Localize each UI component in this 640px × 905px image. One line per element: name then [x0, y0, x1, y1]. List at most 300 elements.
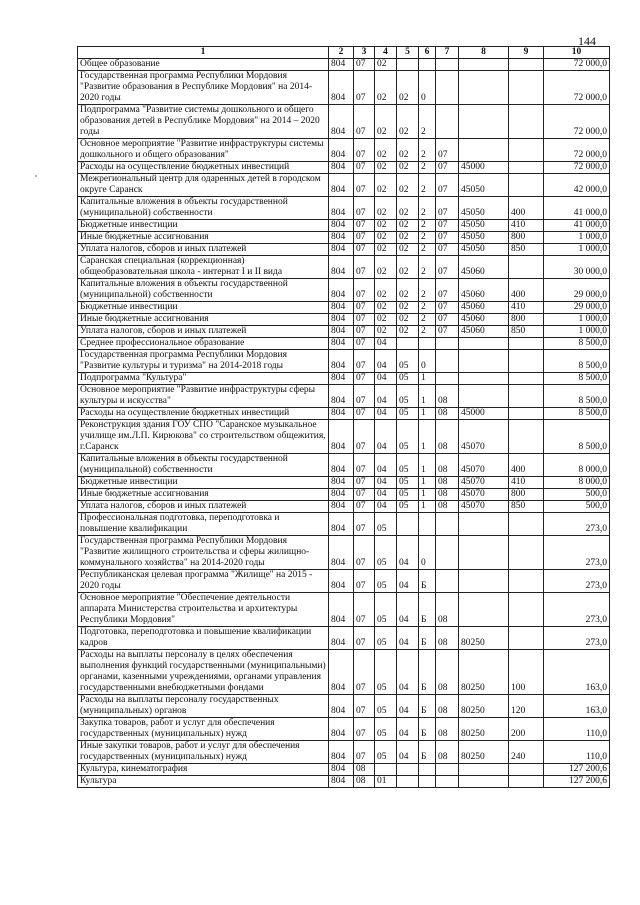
row-name: Расходы на осуществление бюджетных инвестиций	[78, 408, 329, 420]
code-cell-c7: 08	[436, 593, 459, 627]
code-cell-c7: 08	[436, 501, 459, 513]
code-cell-c5	[397, 776, 419, 788]
code-cell-c4: 02	[375, 162, 397, 174]
amount-cell: 72 000,0	[544, 105, 610, 139]
code-cell-c3: 07	[354, 314, 375, 326]
code-cell-c9: 100	[509, 650, 544, 695]
table-row	[78, 650, 610, 695]
code-cell-c6: 1	[419, 454, 436, 477]
amount-cell: 163,0	[544, 695, 610, 718]
code-cell-c8: 80250	[459, 695, 509, 718]
amount-cell: 1 000,0	[544, 232, 610, 244]
table-row	[78, 279, 610, 302]
code-cell-c2: 804	[329, 220, 354, 232]
row-name: Уплата налогов, сборов и иных платежей	[78, 501, 329, 513]
code-cell-c8	[459, 776, 509, 788]
code-cell-c4: 05	[375, 536, 397, 570]
code-cell-c6: 1	[419, 501, 436, 513]
code-cell-c8: 80250	[459, 650, 509, 695]
code-cell-c7: 08	[436, 718, 459, 741]
table-row	[78, 139, 610, 162]
code-cell-c7	[436, 764, 459, 776]
code-cell-c5: 04	[397, 741, 419, 764]
code-cell-c4: 05	[375, 513, 397, 536]
code-cell-c5: 05	[397, 501, 419, 513]
code-cell-c8	[459, 764, 509, 776]
code-cell-c6: Б	[419, 718, 436, 741]
code-cell-c2: 804	[329, 764, 354, 776]
code-cell-c2: 804	[329, 314, 354, 326]
table-row	[78, 326, 610, 338]
code-cell-c5: 05	[397, 373, 419, 385]
code-cell-c9: 400	[509, 279, 544, 302]
code-cell-c9: 120	[509, 695, 544, 718]
code-cell-c2: 804	[329, 71, 354, 105]
code-cell-c7: 07	[436, 220, 459, 232]
row-name: Расходы на выплаты персоналу в целях обеспечения выполнения функций государственными (муниципальными) органами, казенными учреждениями, органами управления государственными внебюджетными фондами	[78, 650, 329, 695]
code-cell-c3: 07	[354, 59, 375, 71]
code-cell-c3: 07	[354, 232, 375, 244]
row-name: Культура	[78, 776, 329, 788]
code-cell-c9	[509, 593, 544, 627]
code-cell-c6: 2	[419, 105, 436, 139]
code-cell-c2: 804	[329, 302, 354, 314]
code-cell-c6	[419, 513, 436, 536]
amount-cell: 1 000,0	[544, 314, 610, 326]
code-cell-c3: 07	[354, 220, 375, 232]
code-cell-c5: 02	[397, 314, 419, 326]
row-name: Бюджетные инвестиции	[78, 477, 329, 489]
code-cell-c8: 45060	[459, 326, 509, 338]
code-cell-c2: 804	[329, 326, 354, 338]
column-header-6: 6	[419, 47, 436, 59]
code-cell-c7	[436, 59, 459, 71]
row-name: Саранская специальная (коррекционная) общеобразовательная школа - интернат I и II вида	[78, 256, 329, 279]
code-cell-c6: 1	[419, 373, 436, 385]
code-cell-c8: 45070	[459, 454, 509, 477]
code-cell-c9	[509, 71, 544, 105]
row-name: Бюджетные инвестиции	[78, 302, 329, 314]
code-cell-c4: 04	[375, 385, 397, 408]
code-cell-c2: 804	[329, 350, 354, 373]
code-cell-c2: 804	[329, 105, 354, 139]
code-cell-c3: 08	[354, 776, 375, 788]
code-cell-c5: 05	[397, 477, 419, 489]
code-cell-c6: 2	[419, 314, 436, 326]
code-cell-c8	[459, 59, 509, 71]
code-cell-c4: 04	[375, 489, 397, 501]
code-cell-c2: 804	[329, 593, 354, 627]
code-cell-c7: 07	[436, 256, 459, 279]
code-cell-c7	[436, 71, 459, 105]
row-name: Закупка товаров, работ и услуг для обеспечения государственных (муниципальных) нужд	[78, 718, 329, 741]
code-cell-c7: 07	[436, 244, 459, 256]
row-name: Бюджетные инвестиции	[78, 220, 329, 232]
code-cell-c4: 04	[375, 420, 397, 454]
table-row	[78, 373, 610, 385]
code-cell-c9: 400	[509, 197, 544, 220]
table-row	[78, 776, 610, 788]
code-cell-c2: 804	[329, 139, 354, 162]
code-cell-c8	[459, 570, 509, 593]
code-cell-c7	[436, 350, 459, 373]
row-name: Основное мероприятие "Обеспечение деятельности аппарата Министерства строительства и архитектуры Республики Мордовия"	[78, 593, 329, 627]
code-cell-c8	[459, 71, 509, 105]
code-cell-c6: Б	[419, 593, 436, 627]
column-header-3: 3	[354, 47, 375, 59]
code-cell-c3: 07	[354, 477, 375, 489]
code-cell-c6: Б	[419, 695, 436, 718]
code-cell-c3: 07	[354, 454, 375, 477]
code-cell-c2: 804	[329, 477, 354, 489]
code-cell-c7: 07	[436, 302, 459, 314]
code-cell-c8	[459, 350, 509, 373]
code-cell-c5: 04	[397, 695, 419, 718]
row-name: Капитальные вложения в объекты государственной (муниципальной) собственности	[78, 454, 329, 477]
code-cell-c8: 45060	[459, 302, 509, 314]
code-cell-c5: 04	[397, 570, 419, 593]
code-cell-c6: 2	[419, 174, 436, 197]
code-cell-c6: 1	[419, 408, 436, 420]
amount-cell: 273,0	[544, 570, 610, 593]
code-cell-c9	[509, 350, 544, 373]
code-cell-c5: 04	[397, 536, 419, 570]
code-cell-c3: 07	[354, 162, 375, 174]
code-cell-c7	[436, 338, 459, 350]
code-cell-c6: 0	[419, 536, 436, 570]
row-name: Государственная программа Республики Мордовия "Развитие жилищного строительства и сферы жилищно-коммунального хозяйства" на 2014-2020 годы	[78, 536, 329, 570]
code-cell-c8: 80250	[459, 741, 509, 764]
code-cell-c4: 02	[375, 314, 397, 326]
column-header-4: 4	[375, 47, 397, 59]
row-name: Капитальные вложения в объекты государственной (муниципальной) собственности	[78, 279, 329, 302]
code-cell-c5	[397, 764, 419, 776]
code-cell-c6	[419, 776, 436, 788]
code-cell-c6: 2	[419, 197, 436, 220]
code-cell-c7: 08	[436, 385, 459, 408]
code-cell-c7: 07	[436, 279, 459, 302]
amount-cell: 8 500,0	[544, 338, 610, 350]
code-cell-c4: 05	[375, 627, 397, 650]
code-cell-c5: 02	[397, 174, 419, 197]
code-cell-c2: 804	[329, 408, 354, 420]
code-cell-c9	[509, 420, 544, 454]
table-row	[78, 162, 610, 174]
row-name: Государственная программа Республики Мордовия "Развитие культуры и туризма" на 2014-2018 годы	[78, 350, 329, 373]
amount-cell: 8 500,0	[544, 385, 610, 408]
code-cell-c8: 45050	[459, 174, 509, 197]
table-row	[78, 314, 610, 326]
code-cell-c4: 02	[375, 326, 397, 338]
code-cell-c5: 04	[397, 627, 419, 650]
table-row	[78, 513, 610, 536]
code-cell-c9	[509, 338, 544, 350]
code-cell-c9	[509, 139, 544, 162]
table-row	[78, 385, 610, 408]
code-cell-c2: 804	[329, 256, 354, 279]
row-name: Иные бюджетные ассигнования	[78, 489, 329, 501]
code-cell-c2: 804	[329, 279, 354, 302]
table-row	[78, 244, 610, 256]
code-cell-c5: 02	[397, 326, 419, 338]
budget-table	[77, 46, 610, 788]
code-cell-c4	[375, 764, 397, 776]
code-cell-c7: 07	[436, 174, 459, 197]
code-cell-c9	[509, 174, 544, 197]
amount-cell: 8 000,0	[544, 454, 610, 477]
code-cell-c7	[436, 105, 459, 139]
code-cell-c9	[509, 627, 544, 650]
code-cell-c4: 02	[375, 232, 397, 244]
code-cell-c3: 07	[354, 513, 375, 536]
code-cell-c5: 05	[397, 408, 419, 420]
code-cell-c6: Б	[419, 570, 436, 593]
scan-speck	[35, 175, 37, 177]
code-cell-c2: 804	[329, 244, 354, 256]
code-cell-c2: 804	[329, 513, 354, 536]
code-cell-c6: 2	[419, 220, 436, 232]
table-row	[78, 59, 610, 71]
code-cell-c2: 804	[329, 385, 354, 408]
code-cell-c9	[509, 385, 544, 408]
code-cell-c5: 02	[397, 302, 419, 314]
amount-cell: 29 000,0	[544, 302, 610, 314]
code-cell-c4: 02	[375, 197, 397, 220]
code-cell-c2: 804	[329, 741, 354, 764]
amount-cell: 42 000,0	[544, 174, 610, 197]
code-cell-c5: 02	[397, 244, 419, 256]
table-row	[78, 741, 610, 764]
code-cell-c8	[459, 338, 509, 350]
amount-cell: 8 500,0	[544, 373, 610, 385]
row-name: Подготовка, переподготовка и повышение квалификации кадров	[78, 627, 329, 650]
code-cell-c9: 800	[509, 232, 544, 244]
row-name: Подпрограмма "Развитие системы дошкольного и общего образования детей в Республике Мордовия" на 2014 – 2020 годы	[78, 105, 329, 139]
code-cell-c5: 02	[397, 162, 419, 174]
row-name: Расходы на осуществление бюджетных инвестиций	[78, 162, 329, 174]
code-cell-c6: 1	[419, 385, 436, 408]
code-cell-c7: 07	[436, 232, 459, 244]
code-cell-c4: 02	[375, 71, 397, 105]
code-cell-c3: 07	[354, 408, 375, 420]
row-name: Основное мероприятие "Развитие инфраструктуры системы дошкольного и общего образования"	[78, 139, 329, 162]
code-cell-c7: 08	[436, 741, 459, 764]
code-cell-c4: 02	[375, 59, 397, 71]
amount-cell: 8 000,0	[544, 477, 610, 489]
code-cell-c3: 07	[354, 105, 375, 139]
code-cell-c6: 0	[419, 71, 436, 105]
table-row	[78, 489, 610, 501]
code-cell-c9	[509, 536, 544, 570]
code-cell-c4: 05	[375, 718, 397, 741]
code-cell-c3: 07	[354, 256, 375, 279]
code-cell-c9	[509, 513, 544, 536]
amount-cell: 127 200,6	[544, 776, 610, 788]
amount-cell: 8 500,0	[544, 408, 610, 420]
row-name: Реконструкция здания ГОУ СПО "Саранское музыкальное училище им.Л.П. Кирюкова" со строительством общежития, г.Саранск	[78, 420, 329, 454]
code-cell-c4: 04	[375, 350, 397, 373]
amount-cell: 72 000,0	[544, 139, 610, 162]
code-cell-c2: 804	[329, 373, 354, 385]
code-cell-c7: 08	[436, 408, 459, 420]
code-cell-c6: 2	[419, 162, 436, 174]
table-row	[78, 71, 610, 105]
code-cell-c8: 45070	[459, 501, 509, 513]
row-name: Межрегиональный центр для одаренных детей в городском округе Саранск	[78, 174, 329, 197]
code-cell-c3: 07	[354, 593, 375, 627]
amount-cell: 127 200,6	[544, 764, 610, 776]
code-cell-c3: 07	[354, 279, 375, 302]
code-cell-c3: 07	[354, 373, 375, 385]
code-cell-c9	[509, 162, 544, 174]
code-cell-c8	[459, 536, 509, 570]
row-name: Культура, кинематография	[78, 764, 329, 776]
code-cell-c6: 0	[419, 350, 436, 373]
code-cell-c6	[419, 59, 436, 71]
header-row	[78, 47, 610, 59]
code-cell-c8: 45070	[459, 477, 509, 489]
code-cell-c5: 02	[397, 220, 419, 232]
code-cell-c5: 05	[397, 385, 419, 408]
row-name: Уплата налогов, сборов и иных платежей	[78, 244, 329, 256]
row-name: Профессиональная подготовка, переподготовка и повышение квалификации	[78, 513, 329, 536]
code-cell-c2: 804	[329, 501, 354, 513]
amount-cell: 29 000,0	[544, 279, 610, 302]
code-cell-c4: 04	[375, 477, 397, 489]
code-cell-c2: 804	[329, 570, 354, 593]
column-header-1: 1	[78, 47, 329, 59]
amount-cell: 273,0	[544, 536, 610, 570]
code-cell-c2: 804	[329, 718, 354, 741]
code-cell-c4: 04	[375, 338, 397, 350]
amount-cell: 1 000,0	[544, 244, 610, 256]
row-name: Государственная программа Республики Мордовия "Развитие образования в Республике Мордовия" на 2014-2020 годы	[78, 71, 329, 105]
code-cell-c3: 08	[354, 764, 375, 776]
table-row	[78, 408, 610, 420]
code-cell-c6: Б	[419, 650, 436, 695]
column-header-10: 10	[544, 47, 610, 59]
row-name: Иные бюджетные ассигнования	[78, 232, 329, 244]
code-cell-c3: 07	[354, 326, 375, 338]
code-cell-c7: 08	[436, 650, 459, 695]
code-cell-c3: 07	[354, 489, 375, 501]
code-cell-c9	[509, 408, 544, 420]
code-cell-c9	[509, 373, 544, 385]
code-cell-c4: 02	[375, 244, 397, 256]
row-name: Расходы на выплаты персоналу государственных (муниципальных) органов	[78, 695, 329, 718]
code-cell-c9: 200	[509, 718, 544, 741]
code-cell-c5: 04	[397, 593, 419, 627]
code-cell-c6	[419, 764, 436, 776]
code-cell-c9: 800	[509, 314, 544, 326]
amount-cell: 72 000,0	[544, 59, 610, 71]
code-cell-c5: 02	[397, 105, 419, 139]
amount-cell: 30 000,0	[544, 256, 610, 279]
code-cell-c8: 45060	[459, 256, 509, 279]
code-cell-c7	[436, 536, 459, 570]
code-cell-c3: 07	[354, 420, 375, 454]
code-cell-c9	[509, 776, 544, 788]
code-cell-c8: 45050	[459, 220, 509, 232]
table-row	[78, 477, 610, 489]
code-cell-c8: 80250	[459, 627, 509, 650]
code-cell-c6: 2	[419, 279, 436, 302]
table-row	[78, 302, 610, 314]
table-row	[78, 718, 610, 741]
table-row	[78, 627, 610, 650]
row-name: Подпрограмма "Культура"	[78, 373, 329, 385]
page-number: 144	[578, 34, 596, 48]
code-cell-c2: 804	[329, 627, 354, 650]
code-cell-c5: 02	[397, 197, 419, 220]
table-row	[78, 350, 610, 373]
code-cell-c5: 02	[397, 232, 419, 244]
table-row	[78, 764, 610, 776]
code-cell-c5: 04	[397, 718, 419, 741]
row-name: Общее образование	[78, 59, 329, 71]
row-name: Основное мероприятие "Развитие инфраструктуры сферы культуры и искусства"	[78, 385, 329, 408]
amount-cell: 500,0	[544, 489, 610, 501]
code-cell-c4: 02	[375, 279, 397, 302]
code-cell-c9: 400	[509, 454, 544, 477]
code-cell-c8	[459, 139, 509, 162]
code-cell-c9	[509, 105, 544, 139]
code-cell-c4: 05	[375, 593, 397, 627]
amount-cell: 41 000,0	[544, 220, 610, 232]
amount-cell: 110,0	[544, 718, 610, 741]
code-cell-c5	[397, 513, 419, 536]
code-cell-c3: 07	[354, 385, 375, 408]
code-cell-c6: 2	[419, 326, 436, 338]
amount-cell: 273,0	[544, 593, 610, 627]
code-cell-c9: 240	[509, 741, 544, 764]
code-cell-c4: 05	[375, 741, 397, 764]
code-cell-c9: 850	[509, 326, 544, 338]
code-cell-c5	[397, 338, 419, 350]
code-cell-c5: 02	[397, 139, 419, 162]
code-cell-c4: 04	[375, 501, 397, 513]
code-cell-c7: 08	[436, 454, 459, 477]
code-cell-c3: 07	[354, 139, 375, 162]
code-cell-c2: 804	[329, 338, 354, 350]
table-row	[78, 338, 610, 350]
code-cell-c7: 07	[436, 326, 459, 338]
code-cell-c3: 07	[354, 627, 375, 650]
code-cell-c7	[436, 776, 459, 788]
row-name: Иные закупки товаров, работ и услуг для обеспечения государственных (муниципальных) нужд	[78, 741, 329, 764]
code-cell-c2: 804	[329, 59, 354, 71]
code-cell-c6: 2	[419, 256, 436, 279]
code-cell-c8: 45070	[459, 420, 509, 454]
row-name: Уплата налогов, сборов и иных платежей	[78, 326, 329, 338]
code-cell-c4: 02	[375, 139, 397, 162]
code-cell-c4: 04	[375, 373, 397, 385]
code-cell-c9: 800	[509, 489, 544, 501]
code-cell-c8: 45060	[459, 314, 509, 326]
code-cell-c2: 804	[329, 454, 354, 477]
code-cell-c3: 07	[354, 71, 375, 105]
table-row	[78, 256, 610, 279]
table-row	[78, 197, 610, 220]
code-cell-c4: 02	[375, 174, 397, 197]
table-header	[78, 47, 610, 59]
code-cell-c7: 08	[436, 420, 459, 454]
row-name: Капитальные вложения в объекты государственной (муниципальной) собственности	[78, 197, 329, 220]
amount-cell: 163,0	[544, 650, 610, 695]
amount-cell: 273,0	[544, 513, 610, 536]
table-row	[78, 454, 610, 477]
amount-cell: 1 000,0	[544, 326, 610, 338]
